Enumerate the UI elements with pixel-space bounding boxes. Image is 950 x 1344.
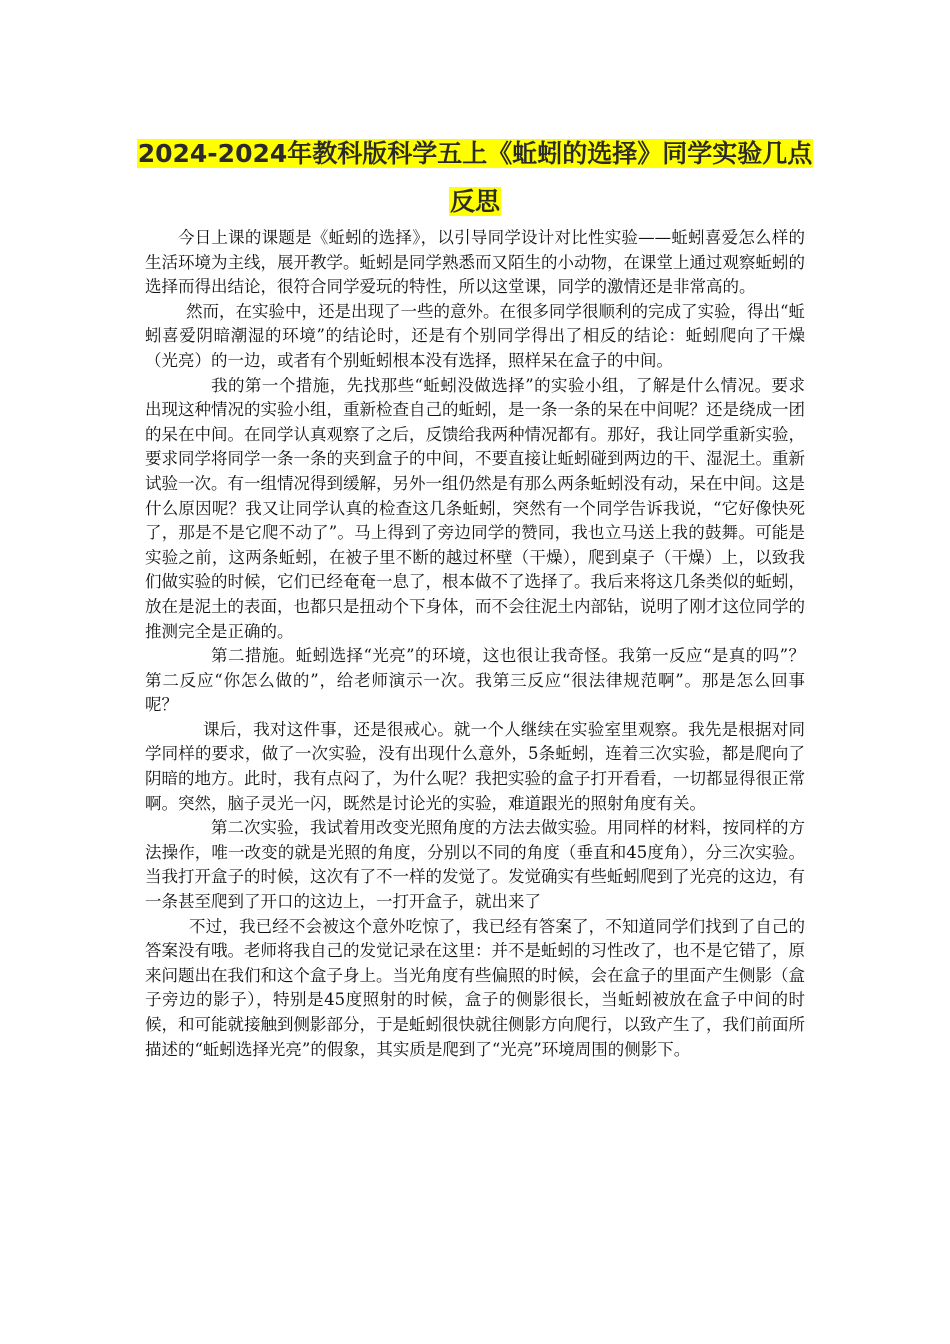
paragraph-1: 今日上课的课题是《蚯蚓的选择》，以引导同学设计对比性实验——蚯蚓喜爱怎么样的生活环境为主线，展开教学。蚯蚓是同学熟悉而又陌生的小动物，在课堂上通过观察蚯蚓的选择而得出结论，很符合同学爱玩的特性，所以这堂课，同学的激情还是非常高的。	[145, 228, 805, 297]
paragraph-3: 我的第一个措施，先找那些“蚯蚓没做选择”的实验小组，了解是什么情况。要求出现这种情况的实验小组，重新检查自己的蚯蚓，是一条一条的呆在中间呢？还是绕成一团的呆在中间。在同学认真观察了之后，反馈给我两种情况都有。那好，我让同学重新实验，要求同学将同学一条一条的夹到盒子的中间，不要直接让蚯蚓碰到两边的干、湿泥土。重新试验一次。有一组情况得到缓解，另外一组仍然是有那么两条蚯蚓没有动，呆在中间。这是什么原因呢？我又让同学认真的检查这几条蚯蚓，突然有一个同学告诉我说，“它好像快死了，那是不是它爬不动了”。马上得到了旁边同学的赞同，我也立马送上我的鼓舞。可能是实验之前，这两条蚯蚓，在被子里不断的越过杯壁（干燥），爬到桌子（干燥）上，以致我们做实验的时候，它们已经奄奄一息了，根本做不了选择了。我后来将这几条类似的蚯蚓，放在是泥土的表面，也都只是扭动个下身体，而不会往泥土内部钻，说明了刚才这位同学的推测完全是正确的。	[145, 375, 805, 641]
paragraph-2: 然而，在实验中，还是出现了一些的意外。在很多同学很顺利的完成了实验，得出“蚯蚓喜爱阴暗潮湿的环境”的结论时，还是有个别同学得出了相反的结论：蚯蚓爬向了干燥（光亮）的一边，或者有个别蚯蚓根本没有选择，照样呆在盒子的中间。	[145, 301, 805, 370]
paragraph-6: 第二次实验，我试着用改变光照角度的方法去做实验。用同样的材料，按同样的方法操作，唯一改变的就是光照的角度，分别以不同的角度（垂直和45度角），分三次实验。当我打开盒子的时候，这次有了不一样的发觉了。发觉确实有些蚯蚓爬到了光亮的这边，有一条甚至爬到了开口的这边上，一打开盒子，就出来了	[145, 818, 805, 912]
paragraph-5: 课后，我对这件事，还是很戒心。就一个人继续在实验室里观察。我先是根据对同学同样的要求，做了一次实验，没有出现什么意外，5条蚯蚓，连着三次实验，都是爬向了阴暗的地方。此时，我有点闷了，为什么呢？我把实验的盒子打开看看，一切都显得很正常啊。突然，脑子灵光一闪，既然是讨论光的实验，难道跟光的照射角度有关。	[145, 719, 805, 813]
document-body	[145, 226, 805, 1062]
document-title	[120, 130, 830, 226]
title-line-1: 2024-2024年教科版科学五上《蚯蚓的选择》同学实验几点	[137, 139, 813, 168]
paragraph-4: 第二措施。蚯蚓选择“光亮”的环境，这也很让我奇怪。我第一反应“是真的吗”？第二反应“你怎么做的”，给老师演示一次。我第三反应“很法律规范啊”。那是怎么回事呢？	[145, 646, 805, 715]
paragraph-7: 不过，我已经不会被这个意外吃惊了，我已经有答案了，不知道同学们找到了自己的答案没有哦。老师将我自己的发觉记录在这里：并不是蚯蚓的习性改了，也不是它错了，原来问题出在我们和这个盒子身上。当光角度有些偏照的时候，会在盒子的里面产生侧影（盒子旁边的影子），特别是45度照射的时候，盒子的侧影很长，当蚯蚓被放在盒子中间的时候，和可能就接触到侧影部分，于是蚯蚓很快就往侧影方向爬行，以致产生了，我们前面所描述的“蚯蚓选择光亮”的假象，其实质是爬到了“光亮”环境周围的侧影下。	[145, 916, 805, 1059]
title-line-2: 反思	[449, 187, 500, 216]
